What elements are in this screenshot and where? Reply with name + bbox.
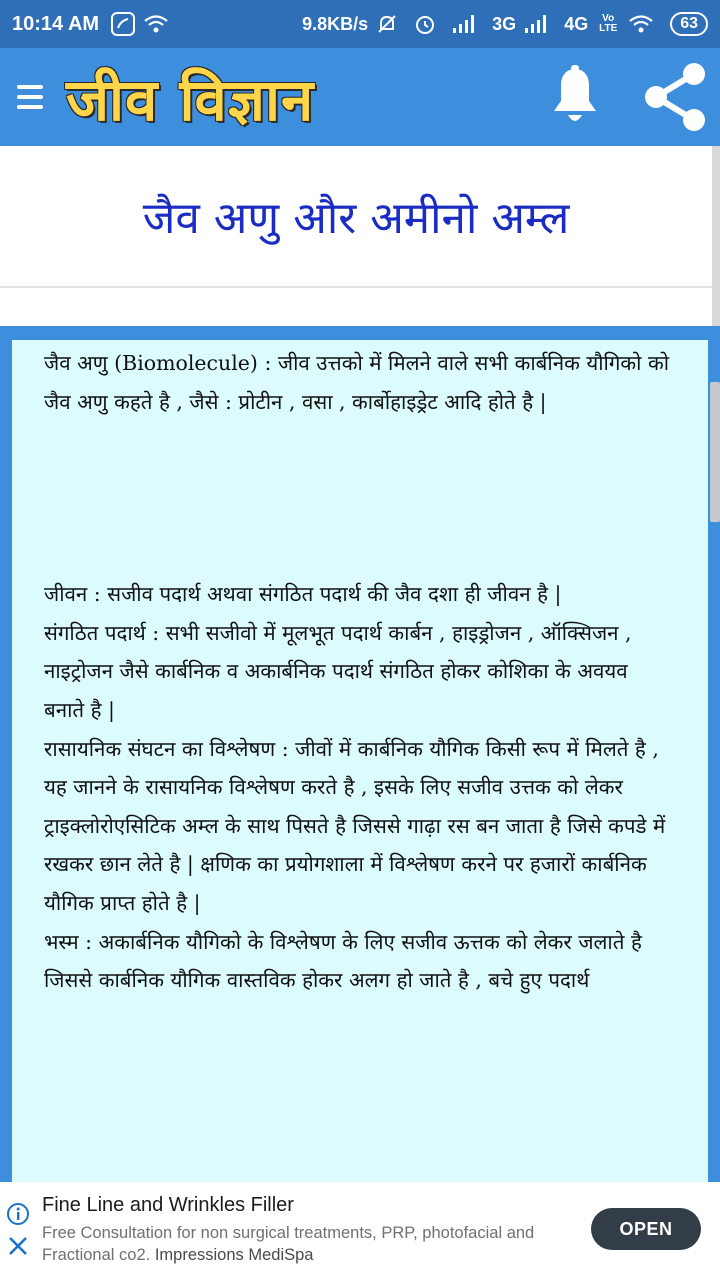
wifi-status-icon	[143, 13, 169, 35]
wifi-icon	[628, 13, 654, 35]
spacer	[44, 421, 678, 575]
article-heading: जैव अणु और अमीनो अम्ल	[142, 193, 570, 244]
article-heading-card	[0, 146, 712, 286]
network-3g: 3G	[492, 13, 517, 34]
share-button[interactable]	[640, 57, 710, 137]
notification-bell-button[interactable]	[540, 57, 610, 137]
heading-divider	[0, 286, 712, 328]
share-icon	[642, 62, 708, 132]
ad-description-text: Free Consultation for non surgical treatments, PRP, photofacial and Fractional co2.	[42, 1224, 535, 1264]
network-4g: 4G	[564, 13, 589, 34]
mute-icon	[376, 13, 398, 35]
signal-icon	[452, 14, 476, 34]
app-title: जीव विज्ञान	[66, 65, 315, 134]
ad-advertiser: Impressions MediSpa	[154, 1246, 314, 1264]
paragraph-life: जीवन : सजीव पदार्थ अथवा संगठित पदार्थ की जैव दशा ही जीवन है |	[44, 582, 562, 607]
scrollbar-thumb[interactable]	[710, 382, 720, 522]
ad-banner[interactable]	[0, 1182, 720, 1280]
paragraph-biomolecule: जैव अणु (Biomolecule) : जीव उत्तको में मिलने वाले सभी कार्बनिक यौगिको को जैव अणु कहते है , जैसे : प्रोटीन , वसा , कार्बोहाइड्रेट आदि होते है |	[44, 351, 670, 414]
saavn-app-icon	[111, 12, 135, 36]
alarm-icon	[414, 13, 436, 35]
app-bar	[0, 48, 720, 146]
bell-icon	[548, 65, 602, 129]
article-body[interactable]	[12, 340, 708, 1182]
paragraph-ash: भस्म : अकार्बनिक यौगिको के विश्लेषण के लिए सजीव ऊत्तक को लेकर जलाते है जिससे कार्बनिक यौगिक वास्तविक होकर अलग हो जाते है , बचे हुए पदार्थ	[44, 929, 642, 993]
ad-title[interactable]: Fine Line and Wrinkles Filler	[42, 1194, 294, 1216]
status-bar	[0, 0, 720, 48]
close-icon[interactable]	[6, 1234, 30, 1258]
paragraph-make: बनाते है |	[44, 697, 115, 722]
battery-indicator: 63	[670, 12, 708, 36]
status-time: 10:14 AM	[12, 12, 100, 35]
article-content-frame	[0, 326, 720, 1182]
hamburger-menu-icon[interactable]	[0, 48, 60, 146]
paragraph-compounds: यौगिक प्राप्त होते है |	[44, 890, 201, 915]
info-icon[interactable]	[6, 1202, 30, 1226]
paragraph-filter: रखकर छान लेते है | क्षणिक का प्रयोगशाला में विश्लेषण करने पर हजारों कार्बनिक	[44, 852, 647, 877]
volte-indicator: Vo LTE	[599, 13, 618, 34]
paragraph-trichloroacetic: ट्राइक्लोरोएसिटिक अम्ल के साथ पिसते है जिससे गाढ़ा रस बन जाता है जिसे कपडे में	[44, 813, 666, 838]
ad-description	[42, 1222, 572, 1266]
ad-open-button[interactable]: OPEN	[591, 1208, 701, 1250]
paragraph-chemical-analysis: रासायनिक संघटन का विश्लेषण : जीवों में कार्बनिक यौगिक किसी रूप में मिलते है , यह जानने के रासायनिक विश्लेषण करते है , इसके लिए सजीव उत्तक को लेकर	[44, 736, 659, 800]
page-scroll-edge	[712, 146, 720, 326]
paragraph-organized-matter: संगठित पदार्थ : सभी सजीवो में मूलभूत पदार्थ कार्बन , हाइड्रोजन , ऑक्सिजन , नाइट्रोजन जैसे कार्बनिक व अकार्बनिक पदार्थ संगठित होकर कोशिका के अवयव	[44, 620, 632, 684]
signal-icon-2	[524, 14, 548, 34]
network-speed: 9.8KB/s	[302, 13, 369, 34]
